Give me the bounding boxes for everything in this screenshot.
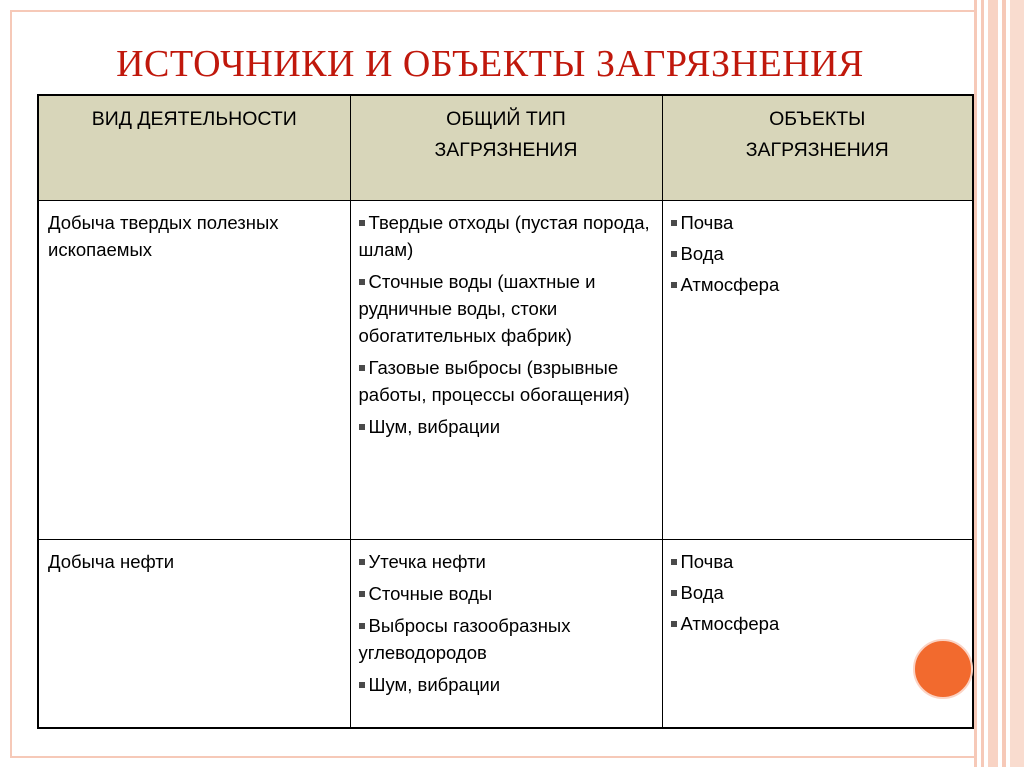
stripe [1010, 0, 1024, 767]
stripe [988, 0, 998, 767]
stripe [981, 0, 984, 767]
list-item [671, 209, 965, 236]
square-bullet-icon [359, 559, 365, 565]
header-objects-line2: ЗАГРЯЗНЕНИЯ [745, 139, 889, 161]
square-bullet-icon [359, 424, 365, 430]
header-type [350, 95, 662, 201]
square-bullet-icon [359, 220, 365, 226]
list-item [671, 240, 965, 267]
header-objects-line1: ОБЪЕКТЫ [769, 108, 866, 130]
square-bullet-icon [359, 682, 365, 688]
list-item [671, 610, 965, 637]
list-item-text: Твердые отходы (пустая порода, шлам) [358, 212, 650, 260]
list-item [359, 354, 654, 408]
square-bullet-icon [671, 220, 677, 226]
pollution-table [37, 94, 974, 729]
page-title: ИСТОЧНИКИ И ОБЪЕКТЫ ЗАГРЯЗНЕНИЯ [116, 43, 864, 85]
header-activity [38, 95, 350, 201]
list-item [359, 268, 654, 349]
frame-top-line [10, 10, 974, 12]
list-item-text: Атмосфера [680, 613, 780, 634]
types-list [359, 209, 654, 440]
square-bullet-icon [671, 621, 677, 627]
objects-list [671, 209, 965, 298]
list-item [359, 612, 654, 666]
list-item-text: Вода [680, 243, 724, 264]
types-list [359, 548, 654, 698]
decorative-stripes [974, 0, 1024, 767]
table-row [38, 201, 973, 540]
stripe [1002, 0, 1006, 767]
square-bullet-icon [671, 251, 677, 257]
list-item-text: Утечка нефти [368, 551, 486, 572]
square-bullet-icon [359, 591, 365, 597]
square-bullet-icon [359, 623, 365, 629]
list-item [671, 271, 965, 298]
header-type-line2: ЗАГРЯЗНЕНИЯ [434, 139, 578, 161]
header-type-line1: ОБЩИЙ ТИП [446, 108, 566, 130]
list-item [359, 413, 654, 440]
square-bullet-icon [671, 559, 677, 565]
list-item-text: Сточные воды [368, 583, 493, 604]
list-item-text: Вода [680, 582, 724, 603]
table-header-row [38, 95, 973, 201]
square-bullet-icon [671, 590, 677, 596]
list-item [359, 548, 654, 575]
objects-cell [662, 540, 973, 729]
frame-left-line [10, 10, 12, 758]
types-cell [350, 201, 662, 540]
list-item-text: Шум, вибрации [368, 674, 501, 695]
list-item [359, 209, 654, 263]
square-bullet-icon [671, 282, 677, 288]
objects-cell [662, 201, 973, 540]
activity-cell: Добыча твердых полезных ископаемых [38, 201, 350, 540]
list-item-text: Почва [680, 551, 734, 572]
list-item [359, 671, 654, 698]
table-row [38, 540, 973, 729]
list-item [671, 579, 965, 606]
square-bullet-icon [359, 279, 365, 285]
list-item [359, 580, 654, 607]
objects-list [671, 548, 965, 637]
stripe [974, 0, 977, 767]
list-item-text: Почва [680, 212, 734, 233]
decorative-circle-icon [913, 639, 973, 699]
list-item-text: Шум, вибрации [368, 416, 501, 437]
list-item [671, 548, 965, 575]
activity-cell: Добыча нефти [38, 540, 350, 729]
list-item-text: Атмосфера [680, 274, 780, 295]
list-item-text: Выбросы газообразных углеводородов [358, 615, 571, 663]
header-objects [662, 95, 973, 201]
types-cell [350, 540, 662, 729]
header-activity-label: ВИД ДЕЯТЕЛЬНОСТИ [91, 108, 297, 130]
square-bullet-icon [359, 365, 365, 371]
list-item-text: Сточные воды (шахтные и рудничные воды, стоки обогатительных фабрик) [358, 271, 596, 346]
list-item-text: Газовые выбросы (взрывные работы, процессы обогащения) [358, 357, 630, 405]
frame-bottom-line [10, 756, 974, 758]
